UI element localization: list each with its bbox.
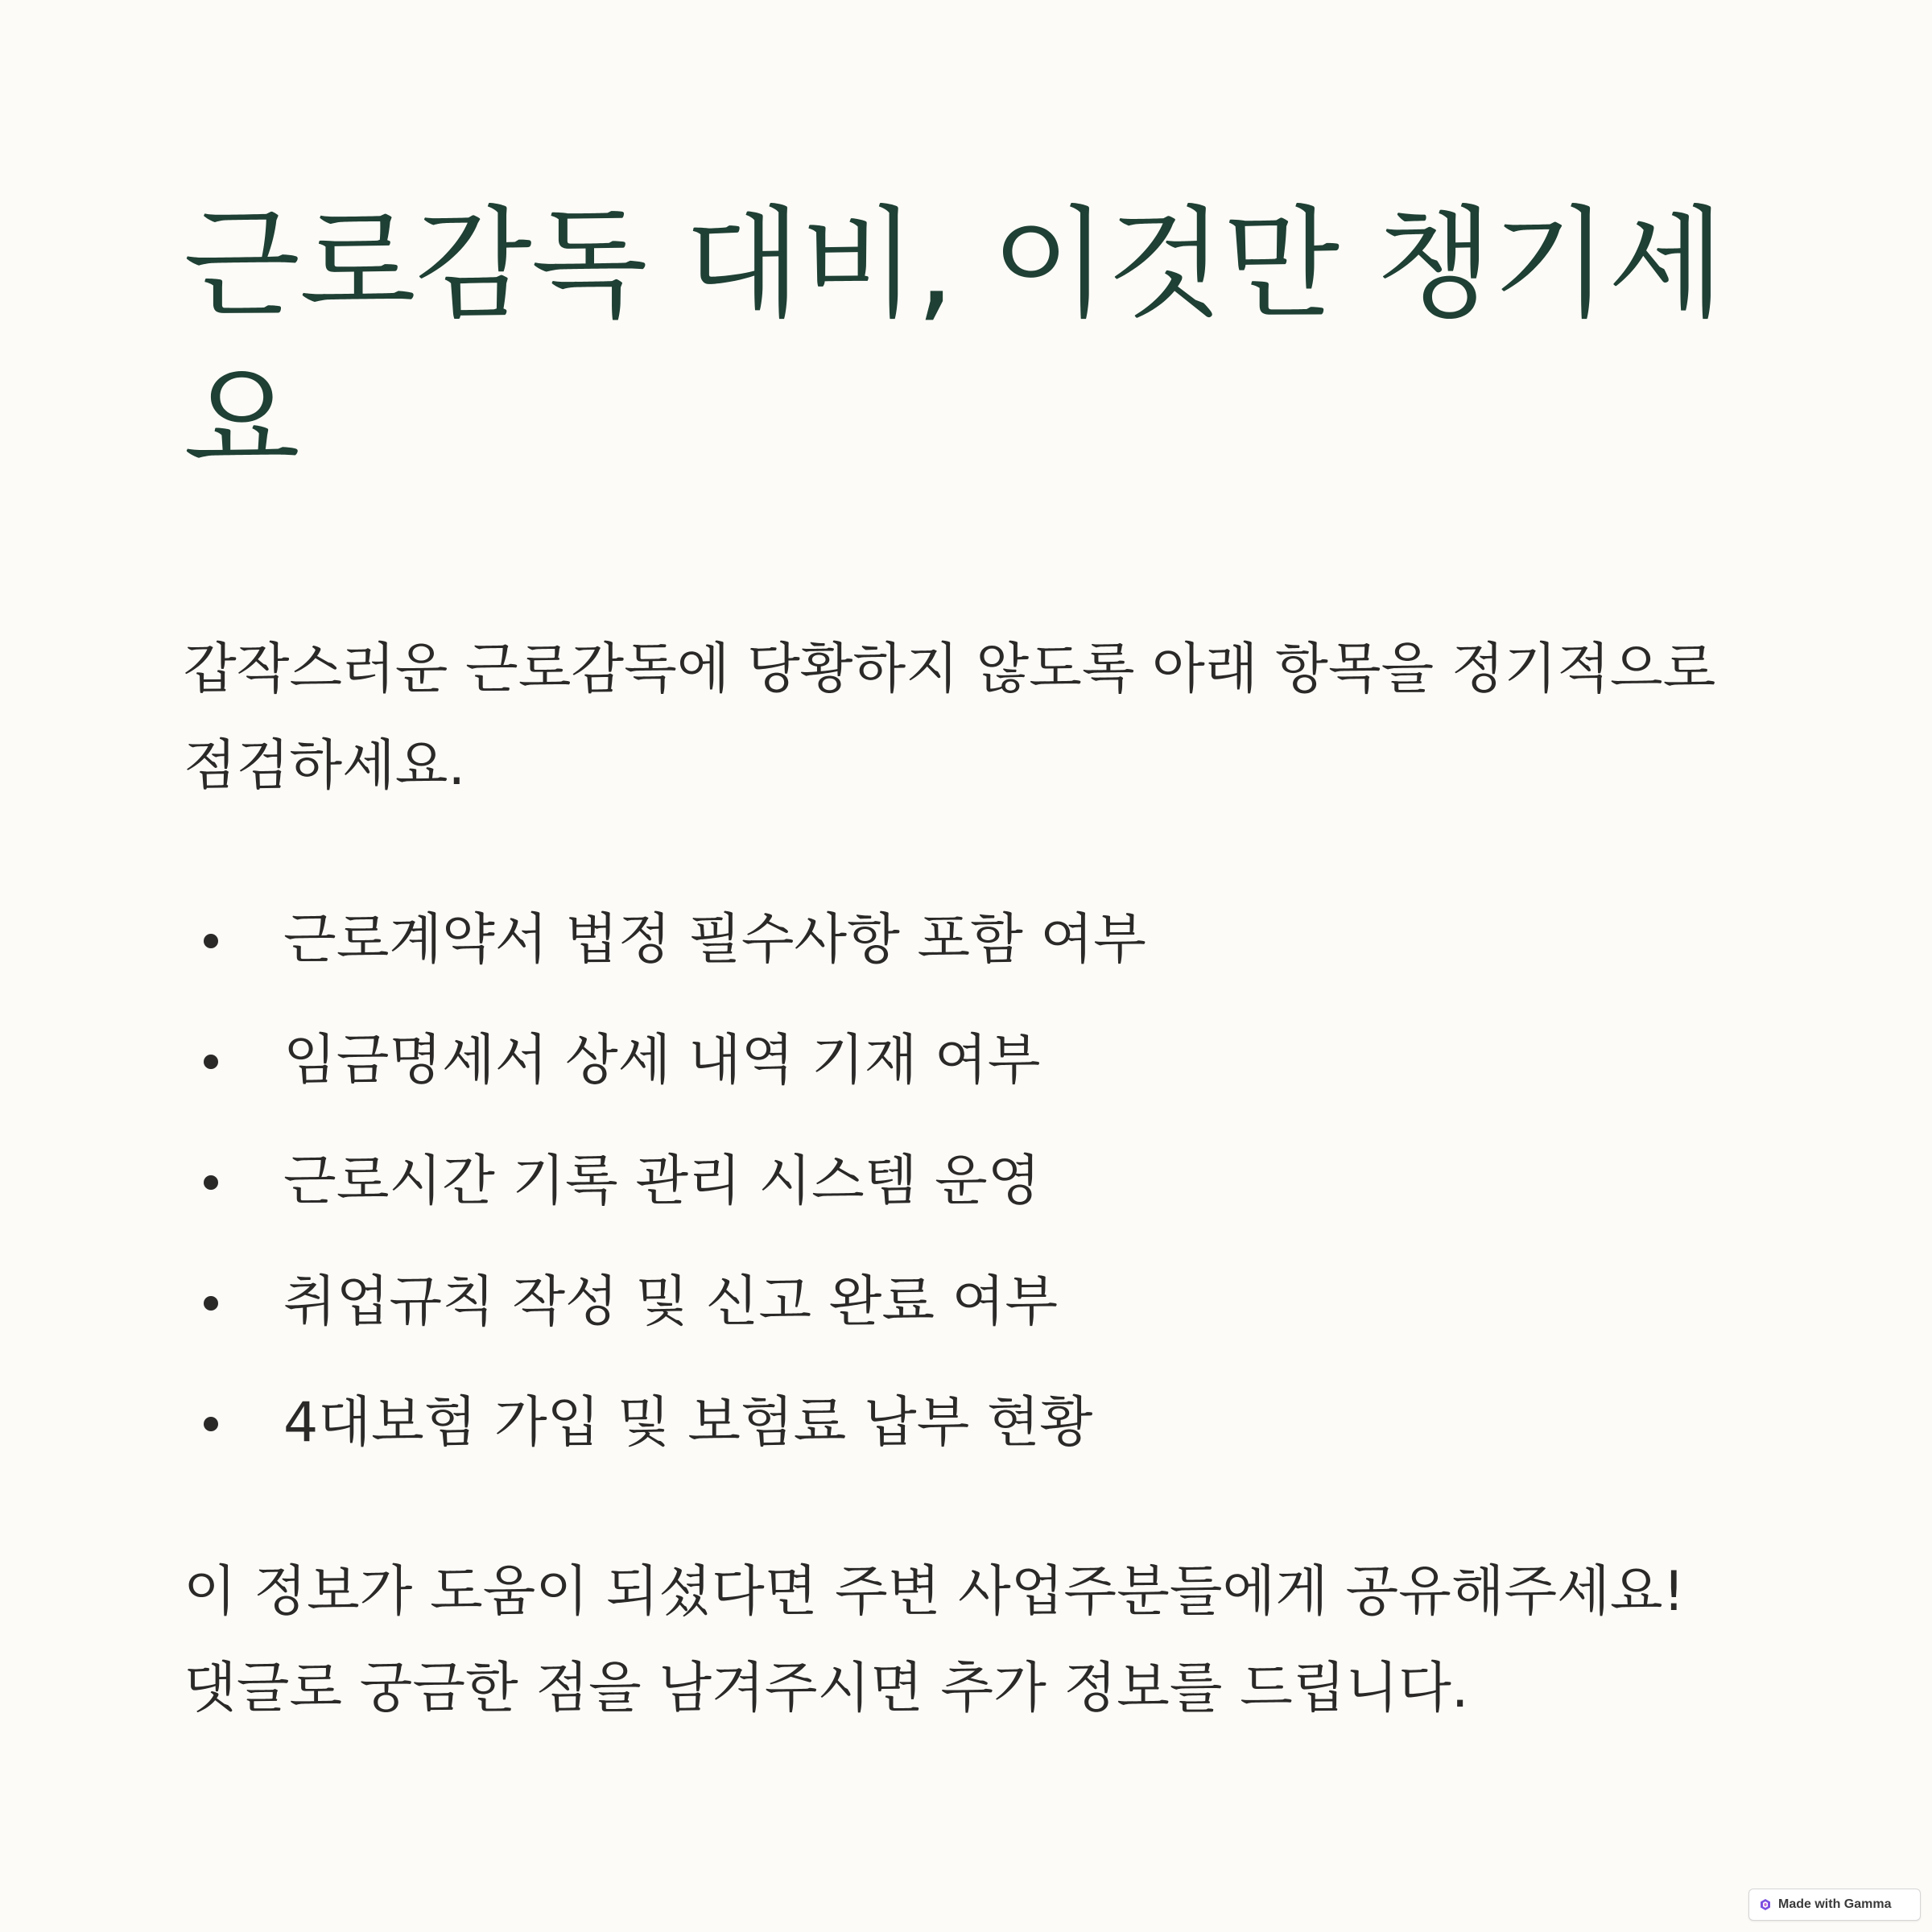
- badge-label: Made with Gamma: [1778, 1897, 1892, 1911]
- list-item: [184, 1133, 1713, 1254]
- list-item: [184, 1375, 1713, 1496]
- intro-paragraph: 갑작스러운 근로감독에 당황하지 않도록 아래 항목을 정기적으로 점검하세요.: [184, 638, 1716, 798]
- list-item: [184, 892, 1713, 1013]
- page-title: 근로감독 대비, 이것만 챙기세요: [184, 195, 1724, 491]
- outro-paragraph: 이 정보가 도움이 되셨다면 주변 사업주분들에게 공유해주세요! 댓글로 궁금한 점을 남겨주시면 추가 정보를 드립니다.: [184, 1560, 1685, 1720]
- list-item-label: 근로계약서 법정 필수사항 포함 여부: [283, 908, 1146, 972]
- gamma-logo-icon: [1759, 1898, 1772, 1911]
- bullet-icon: [204, 1175, 218, 1190]
- list-item-label: 취업규칙 작성 및 신고 완료 여부: [283, 1270, 1059, 1334]
- list-item: [184, 1013, 1713, 1133]
- list-item-label: 근로시간 기록 관리 시스템 운영: [283, 1150, 1041, 1213]
- checklist: [184, 892, 1713, 1496]
- made-with-gamma-badge[interactable]: [1748, 1889, 1921, 1921]
- list-item-label: 임금명세서 상세 내역 기재 여부: [283, 1029, 1041, 1092]
- bullet-icon: [204, 1417, 218, 1431]
- bullet-icon: [204, 1296, 218, 1311]
- list-item-label: 4대보험 가입 및 보험료 납부 현황: [283, 1391, 1093, 1455]
- bullet-icon: [204, 934, 218, 948]
- bullet-icon: [204, 1055, 218, 1069]
- list-item: [184, 1254, 1713, 1375]
